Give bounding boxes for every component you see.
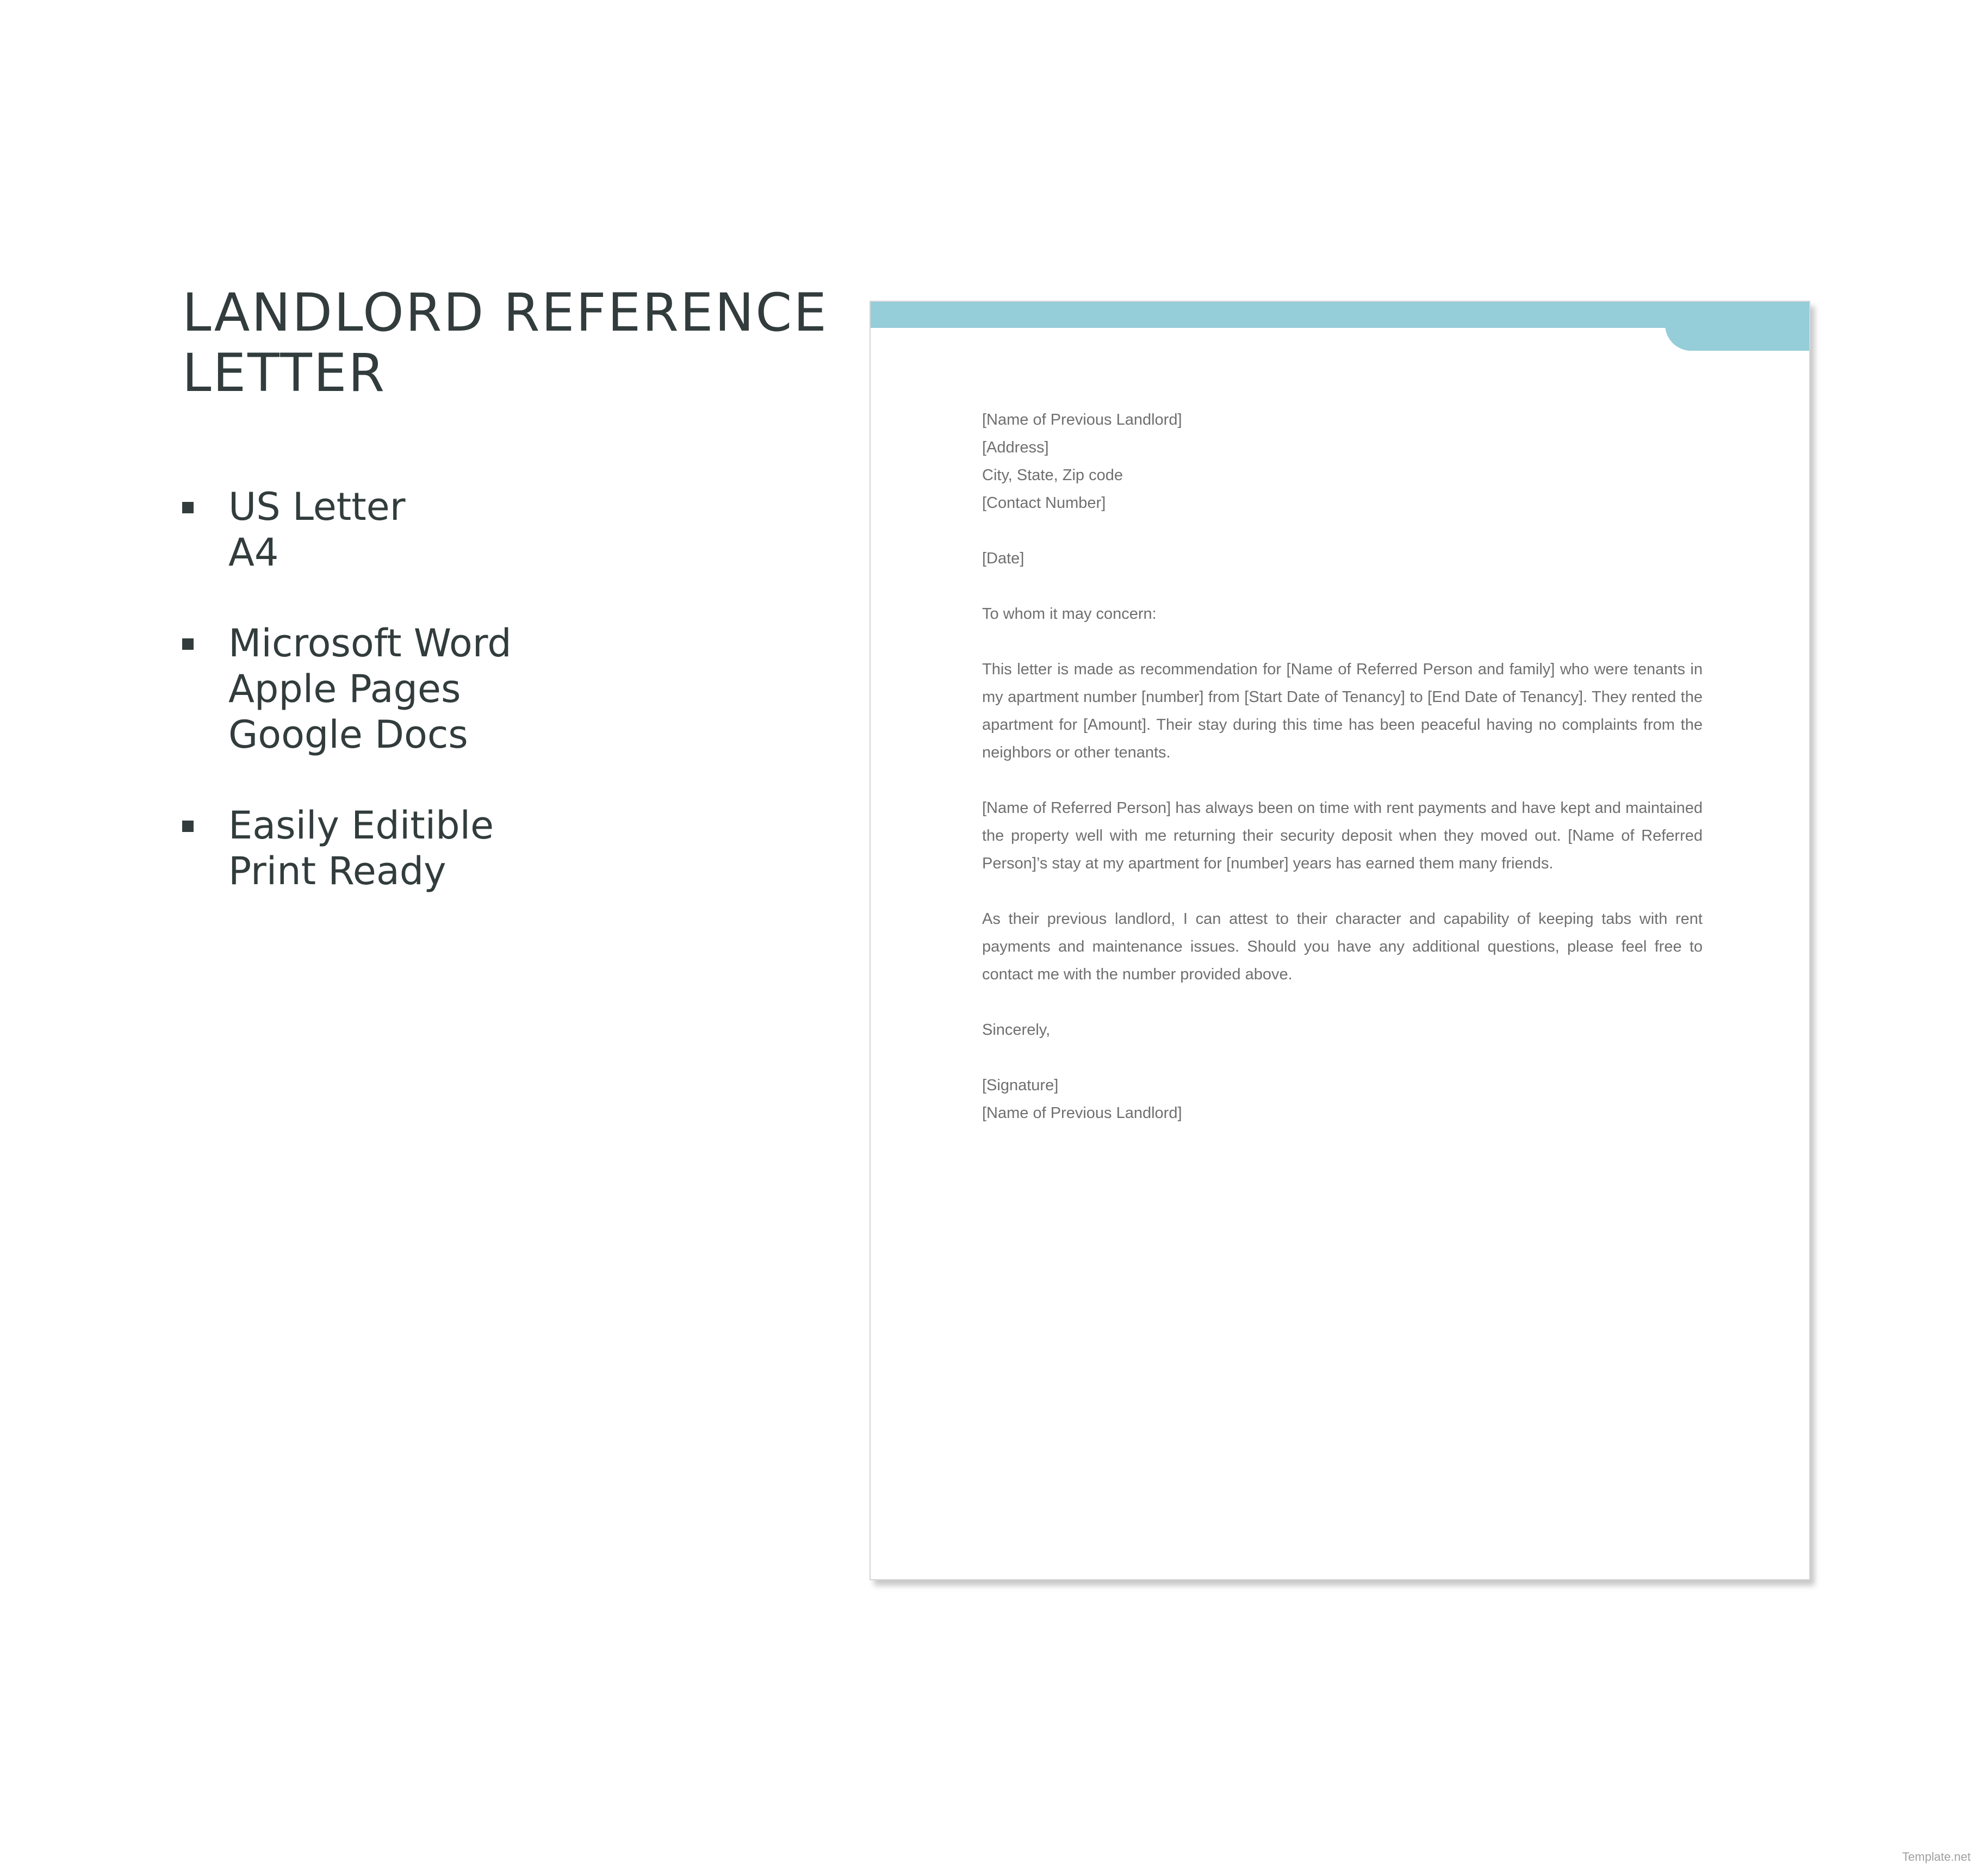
product-info-panel bbox=[182, 283, 835, 939]
signature-block bbox=[982, 1072, 1703, 1127]
watermark-text: Template.net bbox=[1902, 1850, 1971, 1863]
letter-body bbox=[982, 406, 1703, 1127]
sender-name: [Name of Previous Landlord] bbox=[982, 411, 1182, 428]
feature-text: Apple Pages bbox=[228, 667, 461, 711]
feature-text: Print Ready bbox=[228, 849, 446, 893]
letter-salutation: To whom it may concern: bbox=[982, 605, 1157, 623]
letter-date: [Date] bbox=[982, 550, 1024, 567]
feature-list bbox=[182, 484, 835, 894]
square-bullet-icon bbox=[182, 821, 194, 832]
feature-text: Google Docs bbox=[228, 712, 468, 757]
letter-paragraph: [Name of Referred Person] has always been on time with rent payments and have kept and maintained the property well with me returning their security deposit when they moved out. [Name of Referred Person]’s stay at my apartment for [number] years has earned them many friends. bbox=[982, 799, 1703, 872]
letter-page-preview bbox=[870, 301, 1810, 1580]
square-bullet-icon bbox=[182, 638, 194, 650]
sender-contact: [Contact Number] bbox=[982, 494, 1106, 512]
feature-item-page-sizes bbox=[182, 484, 835, 575]
square-bullet-icon bbox=[182, 502, 194, 513]
feature-item-qualities bbox=[182, 803, 835, 894]
feature-item-formats bbox=[182, 620, 835, 757]
feature-text: US Letter bbox=[228, 484, 406, 529]
feature-text: A4 bbox=[228, 530, 279, 575]
signer-name: [Name of Previous Landlord] bbox=[982, 1104, 1182, 1122]
page-header-tab bbox=[1665, 302, 1809, 351]
sender-block bbox=[982, 406, 1703, 517]
letter-closing: Sincerely, bbox=[982, 1021, 1051, 1039]
signature-placeholder: [Signature] bbox=[982, 1077, 1059, 1094]
sender-address: [Address] bbox=[982, 439, 1049, 456]
title-line-1: LANDLORD REFERENCE bbox=[182, 282, 828, 343]
title-line-2: LETTER bbox=[182, 343, 387, 403]
feature-text: Easily Editible bbox=[228, 803, 494, 848]
sender-city: City, State, Zip code bbox=[982, 467, 1123, 484]
feature-text: Microsoft Word bbox=[228, 621, 512, 666]
letter-paragraph: This letter is made as recommendation for [Name of Referred Person and family] who were tenants in my apartment number [number] from [Start Date of Tenancy] to [End Date of Tenancy]. They rented the apartment for [Amount]. Their stay during this time has been peaceful having no complaints from the neighbors or other tenants. bbox=[982, 661, 1703, 761]
letter-paragraph: As their previous landlord, I can attest to their character and capability of keeping tabs with rent payments and maintenance issues. Should you have any additional questions, please feel free to contact me with the number provided above. bbox=[982, 910, 1703, 983]
template-title bbox=[182, 283, 835, 403]
